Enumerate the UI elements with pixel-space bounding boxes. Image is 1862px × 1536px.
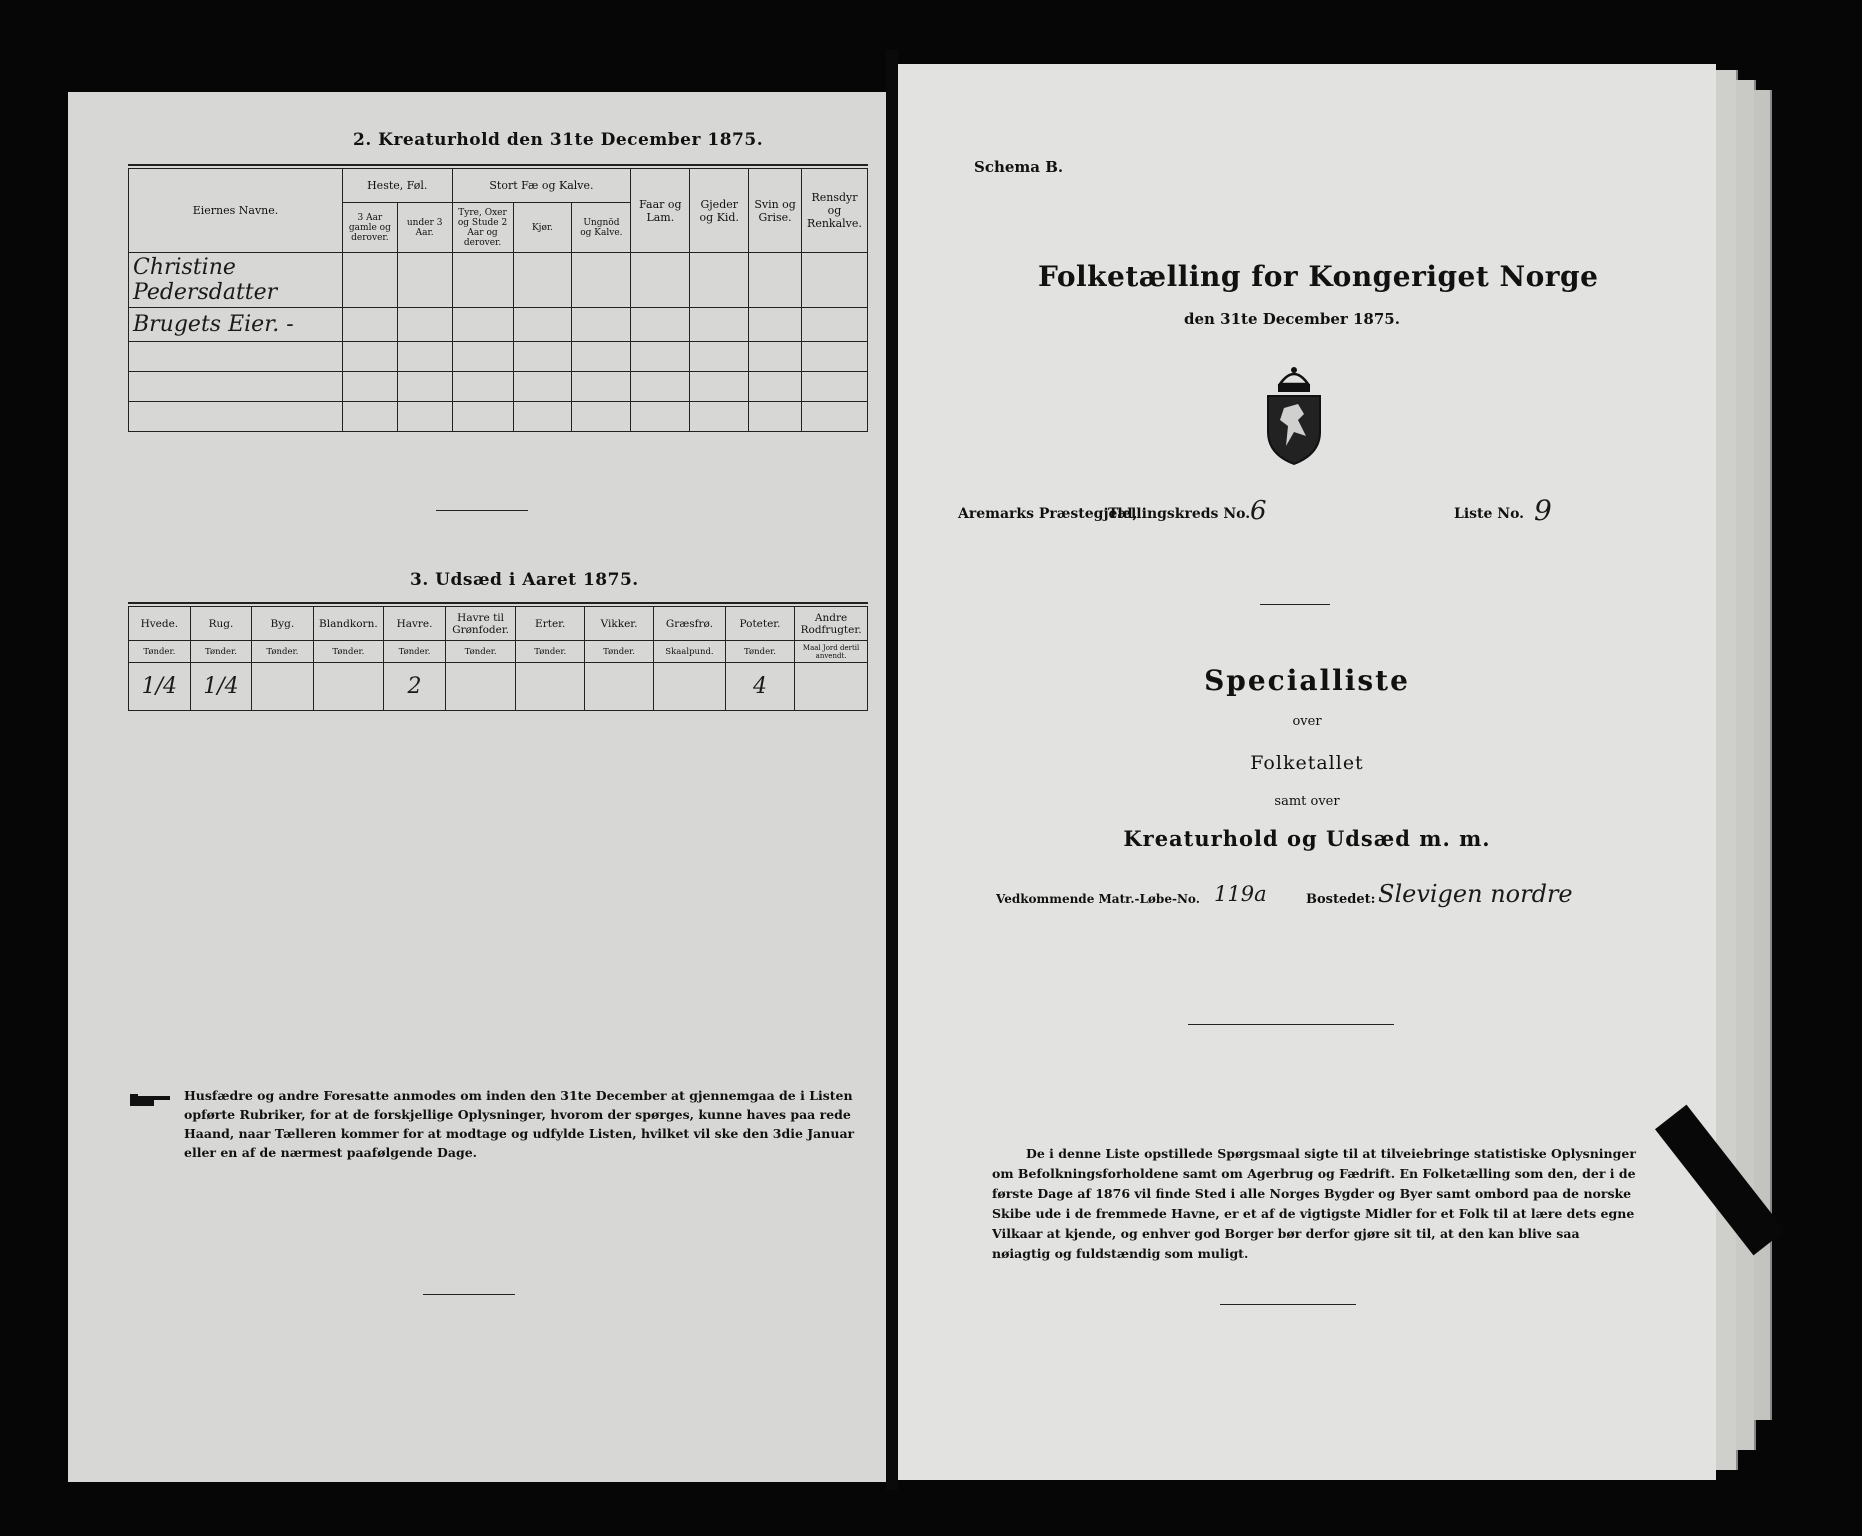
kreaturhold-heading: Kreaturhold og Udsæd m. m. xyxy=(1123,826,1491,851)
header-svin: Svin og Grise. xyxy=(749,169,802,253)
seed-value-rug: 1/4 xyxy=(190,663,252,711)
prestegjeld-label: Aremarks Præstegjeld, xyxy=(958,506,1138,522)
rule xyxy=(128,164,868,166)
seed-header-hvede: Hvede. xyxy=(129,607,191,641)
folketallet-text: Folketallet xyxy=(1250,752,1364,774)
header-heste-sub1: 3 Aar gamle og derover. xyxy=(342,203,397,253)
bostedet-label: Bostedet: xyxy=(1306,892,1376,907)
seed-header-rug: Rug. xyxy=(190,607,252,641)
seed-value-byg xyxy=(252,663,313,711)
short-rule xyxy=(1188,1024,1394,1025)
liste-value: 9 xyxy=(1534,494,1552,527)
seed-value-andre xyxy=(795,663,868,711)
seed-unit: Skaalpund. xyxy=(654,641,726,663)
seed-value-erter xyxy=(516,663,585,711)
rule xyxy=(128,602,868,604)
header-stort-sub3: Ungnöd og Kalve. xyxy=(572,203,631,253)
instructions-note: Husfædre og andre Foresatte anmodes om inden den 31te December at gjennemgaa de i Listen opførte Rubriker, for at de forskjellige Oplysninger, hvorom der spørges, kunne haves paa rede Haand, naar Tælleren kommer for at modtage og udfylde Listen, hvilket vil ske den 3die Januar eller en af de nærmest paafølgende Dage. xyxy=(184,1088,855,1160)
right-page xyxy=(898,64,1716,1480)
seed-unit: Tønder. xyxy=(190,641,252,663)
seed-header-erter: Erter. xyxy=(516,607,585,641)
seed-table xyxy=(128,606,868,711)
section3-title: 3. Udsæd i Aaret 1875. xyxy=(410,570,639,590)
seed-value-graesfro xyxy=(654,663,726,711)
header-stort-sub2: Kjør. xyxy=(513,203,572,253)
liste-label: Liste No. xyxy=(1454,506,1525,522)
seed-unit: Maal Jord dertil anvendt. xyxy=(795,641,868,663)
seed-header-blandkorn: Blandkorn. xyxy=(313,607,384,641)
census-date: den 31te December 1875. xyxy=(1184,310,1400,328)
kreds-value: 6 xyxy=(1250,496,1267,526)
pointing-hand-icon xyxy=(130,1090,172,1110)
kreds-label: Tællingskreds No. xyxy=(1108,506,1251,522)
header-heste: Heste, Føl. xyxy=(342,169,452,203)
matr-label: Vedkommende Matr.-Løbe-No. xyxy=(996,892,1200,906)
schema-label: Schema B. xyxy=(974,158,1064,176)
seed-unit: Tønder. xyxy=(252,641,313,663)
short-rule xyxy=(436,510,528,511)
header-heste-sub2: under 3 Aar. xyxy=(397,203,452,253)
seed-value-havre: 2 xyxy=(384,663,446,711)
seed-unit: Tønder. xyxy=(445,641,516,663)
section2-title: 2. Kreaturhold den 31te December 1875. xyxy=(353,130,764,150)
owner-cell xyxy=(129,253,343,308)
short-rule xyxy=(423,1294,515,1295)
header-gjeder: Gjeder og Kid. xyxy=(690,169,749,253)
seed-unit: Tønder. xyxy=(384,641,446,663)
seed-header-havre-gronfoder: Havre til Grønfoder. xyxy=(445,607,516,641)
seed-value-blandkorn xyxy=(313,663,384,711)
owner-name-line2: Brugets Eier. - xyxy=(133,312,294,337)
seed-value-poteter: 4 xyxy=(725,663,794,711)
seed-unit: Tønder. xyxy=(129,641,191,663)
header-rensdyr: Rensdyr og Renkalve. xyxy=(801,169,867,253)
short-rule xyxy=(1260,604,1330,605)
header-stort: Stort Fæ og Kalve. xyxy=(452,169,631,203)
owner-name-line1: Christine Pedersdatter xyxy=(133,255,278,305)
seed-header-andre: Andre Rodfrugter. xyxy=(795,607,868,641)
seed-unit: Tønder. xyxy=(313,641,384,663)
seed-unit: Tønder. xyxy=(725,641,794,663)
header-stort-sub1: Tyre, Oxer og Stude 2 Aar og derover. xyxy=(452,203,513,253)
left-page xyxy=(68,92,886,1482)
short-rule xyxy=(1220,1304,1356,1305)
samt-over-text: samt over xyxy=(1274,794,1340,809)
norwegian-coat-of-arms-icon xyxy=(1258,362,1330,466)
livestock-table xyxy=(128,168,868,432)
seed-value-havre-gronfoder xyxy=(445,663,516,711)
seed-value-hvede: 1/4 xyxy=(129,663,191,711)
seed-value-vikker xyxy=(585,663,654,711)
page-edge xyxy=(1716,70,1738,1470)
seed-header-havre: Havre. xyxy=(384,607,446,641)
census-title: Folketælling for Kongeriget Norge xyxy=(1038,260,1599,293)
seed-header-vikker: Vikker. xyxy=(585,607,654,641)
specialliste-heading: Specialliste xyxy=(1204,664,1410,697)
owner-cell xyxy=(129,308,343,342)
seed-header-poteter: Poteter. xyxy=(725,607,794,641)
seed-unit: Tønder. xyxy=(516,641,585,663)
seed-header-byg: Byg. xyxy=(252,607,313,641)
book-gutter xyxy=(886,50,898,1490)
header-faar: Faar og Lam. xyxy=(631,169,690,253)
header-owner: Eiernes Navne. xyxy=(129,169,343,253)
footer-text: De i denne Liste opstillede Spørgsmaal sigte til at tilveiebringe statistiske Oplysninger om Befolkningsforholdene samt om Agerbrug og Fædrift. En Folketælling som den, der i de første Dage af 1876 vil finde Sted i alle Norges Bygder og Byer samt ombord paa de norske Skibe ude i de fremmede Havne, er et af de vigtigste Midler for et Folk til at lære dets egne Vilkaar at kjende, og enhver god Borger bør derfor gjøre sit til, at den kan blive saa nøiagtig og fuldstændig som muligt. xyxy=(992,1146,1636,1261)
matr-value: 119a xyxy=(1214,882,1267,906)
seed-header-graesfro: Græsfrø. xyxy=(654,607,726,641)
seed-unit: Tønder. xyxy=(585,641,654,663)
bostedet-value: Slevigen nordre xyxy=(1378,880,1573,908)
over-text: over xyxy=(1292,714,1322,729)
